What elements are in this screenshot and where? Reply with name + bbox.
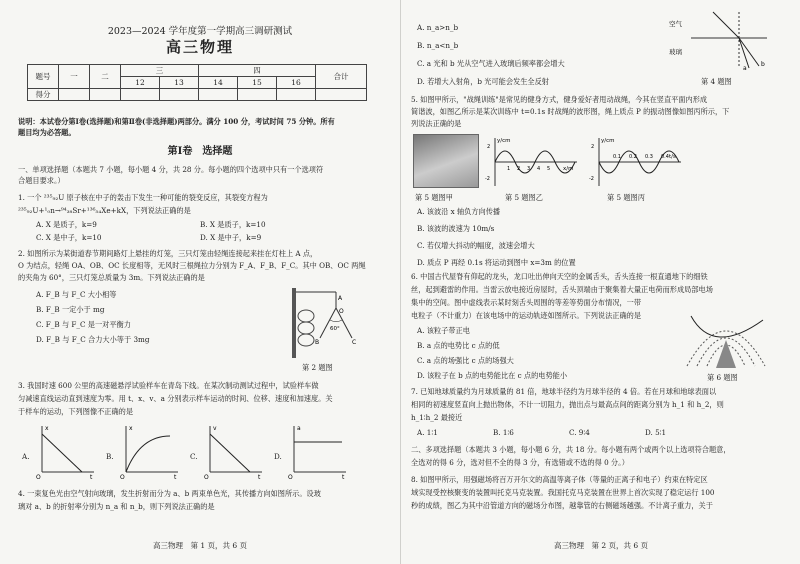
q6-text: 丝，起到避雷的作用。当雷云放电接近房屋时，舌头顶端由于聚集着大量正电荷而形成局部电场 xyxy=(411,285,713,294)
score-sub: 14 xyxy=(199,77,238,89)
q5-wave-graph xyxy=(483,134,581,190)
score-cell[interactable] xyxy=(238,89,277,101)
svg-text:t: t xyxy=(342,474,345,480)
q5-text: 列说法正确的是 xyxy=(411,119,462,128)
score-row-label-1: 题号 xyxy=(28,65,59,89)
score-col-one: 一 xyxy=(59,65,90,89)
section-title: 第Ⅰ卷 选择题 xyxy=(167,146,233,157)
q2-option-c[interactable]: C. F_B 与 F_C 是一对平衡力 xyxy=(36,320,131,329)
instruction-line: 说明：本试卷分第Ⅰ卷(选择题)和第Ⅱ卷(非选择题)两部分。满分 100 分，考试时间 75 分钟。所有 xyxy=(18,117,335,126)
page-footer: 高三物理 第 1 页，共 6 页 xyxy=(152,541,248,550)
exam-header: 2023—2024 学年度第一学期高三调研测试 xyxy=(107,26,293,37)
q2-label-b: B xyxy=(315,339,320,346)
q4-text: 璃对 a、b 的折射率分别为 n_a 和 n_b，则下列说法正确的是 xyxy=(18,502,215,511)
svg-text:x: x xyxy=(45,425,49,432)
q6-caption: 第 6 题图 xyxy=(707,373,738,382)
q1-option-b[interactable]: B. X 是质子，k=10 xyxy=(200,220,266,229)
q3-graph-b xyxy=(120,422,182,480)
svg-text:a: a xyxy=(743,65,747,72)
q2-option-a[interactable]: A. F_B 与 F_C 大小相等 xyxy=(36,290,117,299)
q7-option-c[interactable]: C. 9∶4 xyxy=(569,428,590,437)
q8-text: 域实现受控核聚变的装置叫托克马克装置。我国托克马克装置在世界上首次实现了稳定运行 100 xyxy=(411,488,715,497)
q4-option-a[interactable]: A. n_a>n_b xyxy=(417,23,459,32)
svg-text:3: 3 xyxy=(527,166,531,172)
svg-text:b: b xyxy=(761,61,765,68)
score-sub: 13 xyxy=(160,77,199,89)
score-cell[interactable] xyxy=(160,89,199,101)
q2-option-b[interactable]: B. F_B 一定小于 mg xyxy=(36,305,105,314)
q6-option-c[interactable]: C. a 点的场强比 c 点的场强大 xyxy=(417,356,514,365)
score-cell[interactable] xyxy=(121,89,160,101)
score-sub: 15 xyxy=(238,77,277,89)
q2-option-d[interactable]: D. F_B 与 F_C 合力大小等于 3mg xyxy=(36,335,150,344)
score-group-four: 四 xyxy=(199,65,316,77)
part1-heading: 合题目要求。） xyxy=(18,176,65,185)
svg-text:v: v xyxy=(213,425,217,432)
q3-option-d[interactable]: D. xyxy=(274,452,282,461)
q7-option-d[interactable]: D. 5∶1 xyxy=(645,428,667,437)
q5-option-b[interactable]: B. 该波的波速为 10m/s xyxy=(417,224,495,233)
q6-option-a[interactable]: A. 该粒子带正电 xyxy=(417,326,470,335)
q3-option-c[interactable]: C. xyxy=(190,452,198,461)
q7-option-b[interactable]: B. 1∶6 xyxy=(493,428,514,437)
q6-text: 电粒子（不计重力）在该电场中的运动轨迹如图所示。下列说法正确的是 xyxy=(411,311,642,320)
q1-option-d[interactable]: D. X 是中子，k=9 xyxy=(200,233,262,242)
q4-option-d[interactable]: D. 若增大入射角，b 光可能会发生全反射 xyxy=(417,77,549,86)
q2-caption: 第 2 题图 xyxy=(302,363,333,372)
score-sub: 16 xyxy=(277,77,316,89)
q7-text: 相同的初速度竖直向上抛出物体，不计一切阻力，抛出点与最高点间的距离分别为 h_1 和 h_2，则 xyxy=(411,400,724,409)
score-sub: 12 xyxy=(121,77,160,89)
q5-caption-a: 第 5 题图甲 xyxy=(415,193,453,202)
svg-text:O: O xyxy=(288,474,293,480)
q5-option-d[interactable]: D. 质点 P 再经 0.1s 将运动到图中 x=3m 的位置 xyxy=(417,258,576,267)
q2-figure xyxy=(282,286,362,362)
q5-caption-c: 第 5 题图丙 xyxy=(607,193,645,202)
q4-option-b[interactable]: B. n_a<n_b xyxy=(417,41,459,50)
q2-label-c: C xyxy=(352,339,357,346)
q3-text: 于样车的运动，下列图像不正确的是 xyxy=(18,407,134,416)
svg-text:0.2: 0.2 xyxy=(629,154,637,160)
score-cell[interactable] xyxy=(316,89,367,101)
q5-option-a[interactable]: A. 该波沿 x 轴负方向传播 xyxy=(417,207,501,216)
q7-option-a[interactable]: A. 1∶1 xyxy=(417,428,438,437)
q2-label-o: O xyxy=(339,308,344,315)
svg-text:t: t xyxy=(258,474,261,480)
instruction-line: 题目均为必答题。 xyxy=(18,128,76,137)
q1-text: ²³⁵₉₂U+¹₀n→⁹⁴₃₈Sr+¹³⁶₅₄Xe+kX，下列说法正确的是 xyxy=(18,206,191,215)
svg-text:5: 5 xyxy=(547,166,551,172)
q8-text: 8. 如图甲所示，用强磁场将百万开尔文的高温等离子体（等量的正离子和电子）约束在特定区 xyxy=(411,475,708,484)
q3-graph-a xyxy=(36,422,98,480)
svg-text:-2: -2 xyxy=(589,176,594,182)
svg-text:t: t xyxy=(90,474,93,480)
score-cell[interactable] xyxy=(199,89,238,101)
svg-text:-2: -2 xyxy=(485,176,490,182)
q3-graph-d xyxy=(288,422,350,480)
q6-text: 集中的空间。图中虚线表示某时刻舌头周围的等差等势面分布情况，一带 xyxy=(411,298,642,307)
q2-label-angle: 60° xyxy=(330,326,340,332)
q2-text: O 为结点，轻绳 OA、OB、OC 长度相等，无风时三根绳拉力分别为 F_A、F_B、F_C。其中 OB、OC 两绳 xyxy=(18,261,366,270)
svg-text:a: a xyxy=(297,425,301,432)
svg-text:t: t xyxy=(174,474,177,480)
q2-text: 的夹角为 60°，三只灯笼总质量为 3m。下列说法正确的是 xyxy=(18,273,205,282)
part2-heading: 全选对的得 6 分，选对但不全的得 3 分，有选错或不选的得 0 分。） xyxy=(411,458,629,467)
q1-text: 1. 一个 ²³⁵₉₂U 原子核在中子的轰击下发生一种可能的裂变反应，其裂变方程为 xyxy=(18,193,268,202)
svg-text:O: O xyxy=(120,474,125,480)
svg-text:O: O xyxy=(204,474,209,480)
svg-text:0.1: 0.1 xyxy=(613,154,621,160)
svg-text:0.3: 0.3 xyxy=(645,154,653,160)
score-table xyxy=(27,64,367,101)
svg-text:O: O xyxy=(36,474,41,480)
q6-option-d[interactable]: D. 该粒子在 b 点的电势能比在 c 点的电势能小 xyxy=(417,371,568,380)
q4-text: 4. 一束复色光由空气射向玻璃，发生折射而分为 a、b 两束单色光，其传播方向如图所示。设玻 xyxy=(18,489,321,498)
svg-text:2: 2 xyxy=(591,144,595,150)
exam-title: 高三物理 xyxy=(165,38,234,56)
score-cell[interactable] xyxy=(59,89,90,101)
q4-glass-label: 玻璃 xyxy=(669,48,682,56)
svg-text:2: 2 xyxy=(487,144,491,150)
q4-air-label: 空气 xyxy=(669,20,682,28)
q1-option-c[interactable]: C. X 是中子，k=10 xyxy=(36,233,102,242)
page-2 xyxy=(400,0,800,564)
svg-text:x: x xyxy=(129,425,133,432)
svg-text:y/cm: y/cm xyxy=(601,138,615,144)
q6-figure xyxy=(683,296,769,372)
q3-text: 3. 我国时速 600 公里的高速磁悬浮试验样车在青岛下线。在某次制动测试过程中，试验样车做 xyxy=(18,381,319,390)
q5-text: 简谐波，如图乙所示是某次训练中 t=0.1s 时战绳的波形图，绳上质点 P 的振动图像如图丙所示，下 xyxy=(411,107,730,116)
svg-text:1: 1 xyxy=(507,166,511,172)
score-group-three: 三 xyxy=(121,65,199,77)
score-cell[interactable] xyxy=(277,89,316,101)
q5-text: 5. 如图甲所示，"战绳训练"是常见的健身方式，健身爱好者甩动战绳，今其在竖直平面内形成 xyxy=(411,95,708,104)
q3-option-b[interactable]: B. xyxy=(106,452,114,461)
score-cell[interactable] xyxy=(90,89,121,101)
q5-photo xyxy=(413,134,479,188)
q7-text: h_1∶h_2 最接近 xyxy=(411,413,463,422)
q5-caption-b: 第 5 题图乙 xyxy=(505,193,543,202)
score-row-label-2: 得分 xyxy=(28,89,59,101)
part2-heading: 二、多项选择题（本题共 3 小题，每小题 6 分，共 18 分。每小题有两个或两个以上选项符合题意， xyxy=(411,445,731,454)
q4-option-c[interactable]: C. a 光和 b 光从空气进入玻璃后频率都会增大 xyxy=(417,59,565,68)
q4-figure xyxy=(669,6,769,72)
q5-option-c[interactable]: C. 若仅增大抖动的幅度，波速会增大 xyxy=(417,241,535,250)
svg-text:4: 4 xyxy=(537,166,541,172)
q7-text: 7. 已知地球质量约为月球质量的 81 倍，地球半径约为月球半径的 4 倍。若在月球和地球表面以 xyxy=(411,387,717,396)
score-col-two: 二 xyxy=(90,65,121,89)
q3-text: 匀减速直线运动直到速度为零。用 t、x、v、a 分别表示样车运动的时间、位移、速度和加速度。关 xyxy=(18,394,333,403)
q3-option-a[interactable]: A. xyxy=(22,452,30,461)
q2-text: 2. 如图所示为某街道春节期间路灯上悬挂的灯笼，三只灯笼由轻绳连接起来挂在灯柱上 A 点， xyxy=(18,249,318,258)
svg-text:2: 2 xyxy=(517,166,521,172)
q6-text: 6. 中国古代屋脊有仰起的龙头，龙口吐出伸向天空的金属舌头，舌头连接一根直通地下的细铁 xyxy=(411,272,708,281)
svg-text:t/s: t/s xyxy=(669,154,676,160)
page-footer: 高三物理 第 2 页，共 6 页 xyxy=(553,541,649,550)
q3-graph-c xyxy=(204,422,266,480)
part1-heading: 一、单项选择题（本题共 7 小题，每小题 4 分，共 28 分。每小题的四个选项中只有一个选项符 xyxy=(18,165,324,174)
svg-text:0.4: 0.4 xyxy=(661,154,669,160)
q6-option-b[interactable]: B. a 点的电势比 c 点的低 xyxy=(417,341,500,350)
svg-text:x/m: x/m xyxy=(563,166,574,172)
q1-option-a[interactable]: A. X 是质子，k=9 xyxy=(36,220,97,229)
q2-label-a: A xyxy=(338,295,343,302)
svg-text:y/cm: y/cm xyxy=(497,138,511,144)
q4-caption: 第 4 题图 xyxy=(701,77,732,86)
q8-text: 秒的成绩，图乙为其中沿管道方向的磁场分布图，越靠管的右侧磁场越强。不计离子重力，关于 xyxy=(411,501,713,510)
q5-vibration-graph xyxy=(587,134,685,190)
score-total: 合计 xyxy=(316,65,367,89)
